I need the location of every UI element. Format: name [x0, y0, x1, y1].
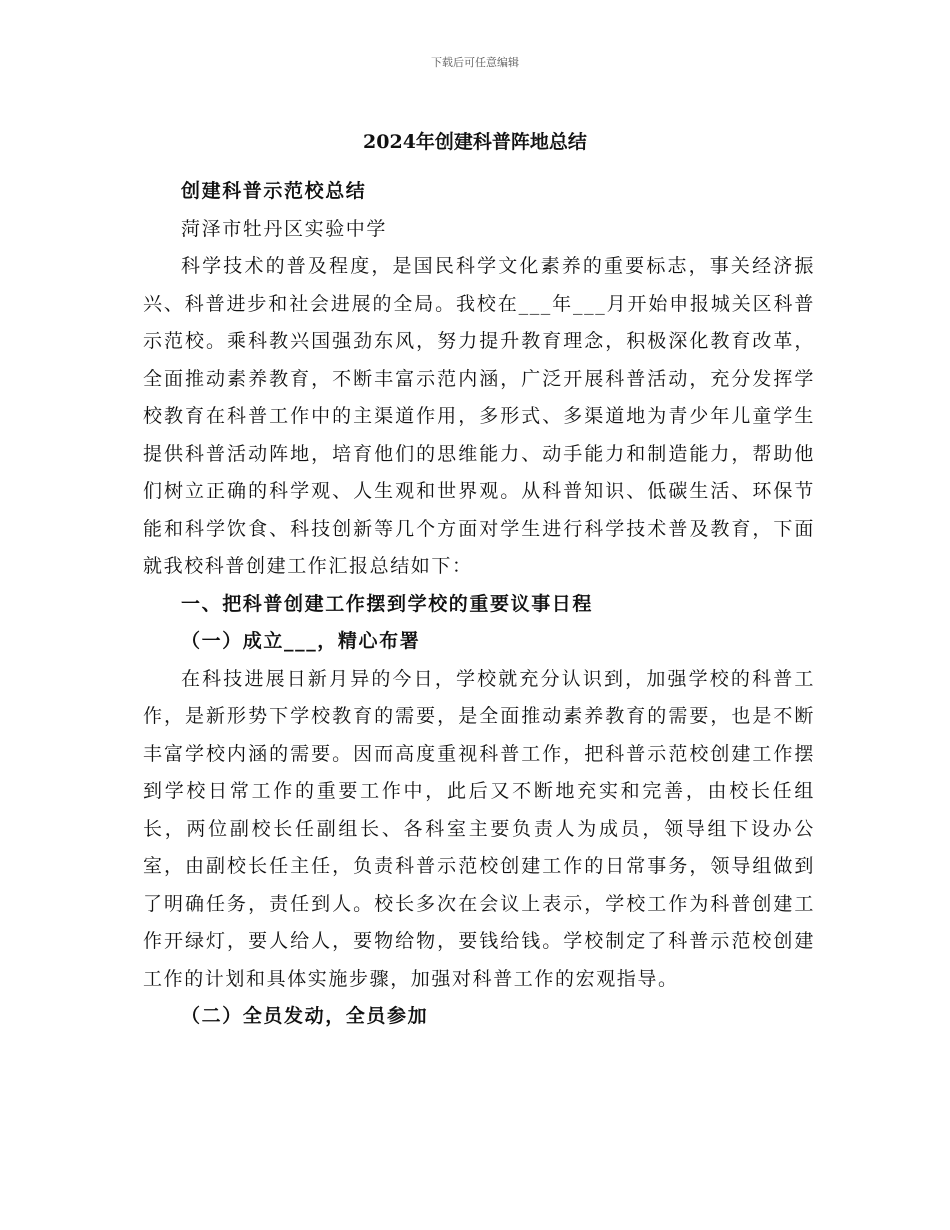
document-title: 2024年创建科普阵地总结: [363, 131, 587, 153]
section-1-heading: 一、把科普创建工作摆到学校的重要议事日程: [181, 592, 594, 615]
document-subtitle: 创建科普示范校总结: [181, 180, 367, 202]
document-body: [143, 173, 815, 1036]
section-1-1-heading: （一）成立___，精心布署: [181, 630, 421, 652]
section-1-2-heading: （二）全员发动，全员参加: [181, 1005, 429, 1027]
intro-paragraph: 科学技术的普及程度，是国民科学文化素养的重要标志，事关经济振兴、科普进步和社会进展的全局。我校在___年___月开始申报城关区科普示范校。乘科教兴国强劲东风，努力提升教育理念，积极深化教育改革，全面推动素养教育，不断丰富示范内涵，广泛开展科普活动，充分发挥学校教育在科普工作中的主渠道作用，多形式、多渠道地为青少年儿童学生提供科普活动阵地，培育他们的思维能力、动手能力和制造能力，帮助他们树立正确的科学观、人生观和世界观。从科普知识、低碳生活、环保节能和科学饮食、科技创新等几个方面对学生进行科学技术普及教育，下面就我校科普创建工作汇报总结如下：: [143, 255, 815, 577]
page-header-note: 下载后可任意编辑: [431, 56, 519, 69]
section-1-1-body: 在科技进展日新月异的今日，学校就充分认识到，加强学校的科普工作，是新形势下学校教育的需要，是全面推动素养教育的需要，也是不断丰富学校内涵的需要。因而高度重视科普工作，把科普示范校创建工作摆到学校日常工作的重要工作中，此后又不断地充实和完善，由校长任组长，两位副校长任副组长、各科室主要负责人为成员，领导组下设办公室，由副校长任主任，负责科普示范校创建工作的日常事务，领导组做到了明确任务，责任到人。校长多次在会议上表示，学校工作为科普创建工作开绿灯，要人给人，要物给物，要钱给钱。学校制定了科普示范校创建工作的计划和具体实施步骤，加强对科普工作的宏观指导。: [143, 667, 815, 990]
school-name: 菏泽市牡丹区实验中学: [181, 217, 388, 240]
